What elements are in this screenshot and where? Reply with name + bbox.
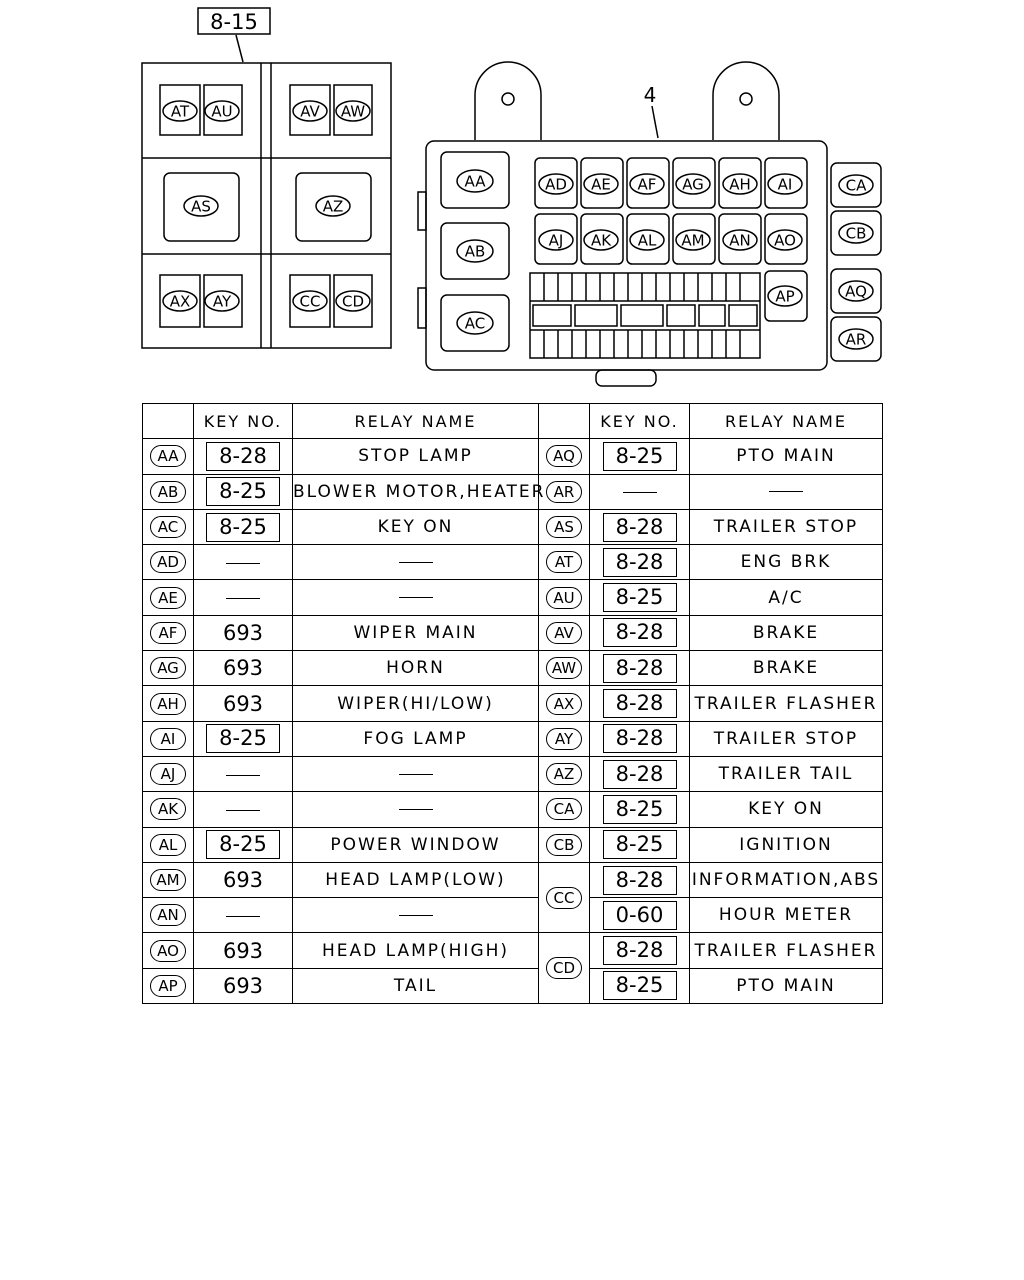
key-no-cell [590,968,690,1003]
key-no-cell [590,827,690,862]
relay-id-oval: CB [546,834,582,856]
table-row [143,509,883,544]
relay-id-oval: AN [150,904,186,926]
relay-id-cell [143,474,194,509]
key-no-cell [590,580,690,615]
relay-id-oval: AK [150,798,186,820]
relay-label-ak: AK [590,231,612,250]
header-key-left: KEY NO. [194,404,293,439]
relay-id-oval: AD [150,551,186,573]
relay-name-cell: IGNITION [690,827,883,862]
key-no-box: 8-25 [206,830,280,859]
table-row [143,580,883,615]
key-no-cell: 693 [194,862,293,897]
table-row [143,651,883,686]
relay-label-ad: AD [545,175,567,194]
relay-id-oval: AV [546,622,582,644]
header-id-right [539,404,590,439]
key-no-cell: 693 [194,933,293,968]
relay-name-cell: ENG BRK [690,545,883,580]
relay-id-cell [539,756,590,791]
key-no-box: 8-28 [603,513,677,542]
key-no-box: 8-28 [603,760,677,789]
relay-name-cell: BLOWER MOTOR,HEATER [293,474,539,509]
key-no-box: 8-25 [206,724,280,753]
header-id-left [143,404,194,439]
relay-label-ah: AH [729,175,751,194]
key-no-cell [590,898,690,933]
table-row [143,756,883,791]
key-no-cell [194,439,293,474]
key-no-box: 8-28 [206,442,280,471]
key-no-box: 8-28 [603,866,677,895]
key-no-box: 8-28 [603,618,677,647]
relay-id-cell [143,968,194,1003]
relay-label-ay: AY [212,292,232,311]
key-no-cell [590,721,690,756]
relay-name-cell [293,756,539,791]
relay-layout-diagram [0,0,1024,400]
relay-label-am: AM [681,231,705,250]
key-no-box: 8-25 [603,583,677,612]
table-row [143,474,883,509]
relay-id-oval: AJ [150,763,186,785]
key-no-cell [194,792,293,827]
relay-id-cell [539,862,590,933]
relay-label-ap: AP [775,287,795,306]
relay-table [142,403,883,1004]
relay-id-oval: AS [546,516,582,538]
relay-name-cell: KEY ON [690,792,883,827]
key-no-cell [590,615,690,650]
key-no-cell: 693 [194,651,293,686]
relay-id-cell [143,721,194,756]
relay-label-aj: AJ [548,231,564,250]
key-no-cell [590,509,690,544]
table-row [143,862,883,897]
relay-id-cell [539,933,590,1004]
relay-name-cell: TRAILER STOP [690,509,883,544]
relay-label-ar: AR [845,330,867,349]
ref-box-label: 8-15 [210,10,258,34]
relay-label-cb: CB [845,224,867,243]
key-no-box: 8-25 [603,971,677,1000]
relay-id-cell [143,509,194,544]
relay-label-ac: AC [464,314,486,333]
key-no-cell [194,721,293,756]
relay-id-oval: AQ [546,445,582,467]
relay-name-cell: WIPER(HI/LOW) [293,686,539,721]
key-no-box: 8-28 [603,724,677,753]
key-no-cell [590,862,690,897]
table-row [143,827,883,862]
table-row [143,898,883,933]
key-no-box: 8-25 [603,795,677,824]
relay-id-cell [143,756,194,791]
relay-label-au: AU [211,102,233,121]
table-row [143,545,883,580]
key-no-cell [590,686,690,721]
relay-label-al: AL [637,231,657,250]
key-no-cell [194,898,293,933]
relay-name-cell: BRAKE [690,651,883,686]
relay-name-cell: BRAKE [690,615,883,650]
key-no-cell [590,792,690,827]
relay-label-ae: AE [591,175,611,194]
relay-name-cell: TRAILER STOP [690,721,883,756]
relay-name-cell: PTO MAIN [690,968,883,1003]
relay-id-cell [539,827,590,862]
relay-name-cell: POWER WINDOW [293,827,539,862]
key-no-box: 0-60 [603,901,677,930]
relay-id-oval: CD [546,957,582,979]
key-no-cell [194,827,293,862]
table-row [143,686,883,721]
relay-id-oval: AA [150,445,186,467]
relay-name-cell: KEY ON [293,509,539,544]
relay-label-ax: AX [169,292,191,311]
dash-mark [226,775,260,776]
relay-label-at: AT [170,102,190,121]
key-no-box: 8-25 [603,442,677,471]
relay-id-oval: AI [150,728,186,750]
relay-id-oval: AG [150,657,186,679]
relay-id-oval: AL [150,834,186,856]
relay-label-af: AF [637,175,657,194]
relay-id-cell [539,651,590,686]
relay-id-cell [539,545,590,580]
key-no-cell [590,545,690,580]
header-name-left: RELAY NAME [293,404,539,439]
relay-id-oval: AC [150,516,186,538]
relay-id-cell [143,545,194,580]
table-row [143,792,883,827]
key-no-cell [194,545,293,580]
relay-name-cell [293,580,539,615]
relay-id-cell [143,439,194,474]
dash-mark [623,492,657,493]
relay-label-ao: AO [774,231,796,250]
relay-id-cell [539,792,590,827]
relay-label-ai: AI [777,175,793,194]
key-no-cell [590,651,690,686]
relay-id-oval: AM [150,869,186,891]
relay-id-cell [539,615,590,650]
relay-id-cell [539,721,590,756]
table-row [143,933,883,968]
relay-id-oval: AT [546,551,582,573]
key-no-cell [590,439,690,474]
key-no-cell [194,756,293,791]
relay-id-oval: AO [150,940,186,962]
table-header-row [143,404,883,439]
key-no-cell [194,509,293,544]
relay-name-cell [293,545,539,580]
key-no-box: 8-28 [603,548,677,577]
relay-name-cell: TRAILER FLASHER [690,686,883,721]
relay-name-cell: HOUR METER [690,898,883,933]
relay-id-oval: AE [150,587,186,609]
relay-label-aw: AW [340,102,366,121]
key-no-cell [194,580,293,615]
relay-label-cd: CD [341,292,365,311]
relay-id-cell [143,862,194,897]
relay-label-ag: AG [682,175,704,194]
relay-id-oval: AX [546,693,582,715]
relay-label-an: AN [729,231,751,250]
relay-name-cell: TRAILER FLASHER [690,933,883,968]
relay-name-cell [690,474,883,509]
key-no-cell [590,933,690,968]
relay-name-cell: HEAD LAMP(LOW) [293,862,539,897]
relay-label-ab: AB [464,242,486,261]
relay-name-cell: TRAILER TAIL [690,756,883,791]
relay-id-cell [539,439,590,474]
relay-name-cell: STOP LAMP [293,439,539,474]
key-no-box: 8-28 [603,689,677,718]
relay-name-cell: HEAD LAMP(HIGH) [293,933,539,968]
relay-name-cell [293,792,539,827]
relay-id-cell [143,898,194,933]
relay-id-oval: CA [546,798,582,820]
fuse-box-number: 4 [643,83,657,107]
relay-label-as: AS [191,197,211,216]
dash-mark [226,598,260,599]
relay-label-aa: AA [464,172,486,191]
key-no-cell [590,474,690,509]
relay-id-oval: AP [150,975,186,997]
relay-id-cell [539,474,590,509]
table-row [143,968,883,1003]
key-no-cell [590,756,690,791]
relay-id-oval: AY [546,728,582,750]
key-no-box: 8-25 [206,513,280,542]
key-no-box: 8-25 [603,830,677,859]
header-name-right: RELAY NAME [690,404,883,439]
table-row [143,439,883,474]
relay-id-cell [143,686,194,721]
table-row [143,721,883,756]
relay-id-cell [539,686,590,721]
relay-name-cell: INFORMATION,ABS [690,862,883,897]
relay-id-cell [539,509,590,544]
relay-id-cell [143,615,194,650]
relay-id-oval: AZ [546,763,582,785]
dash-mark [226,916,260,917]
dash-mark [399,562,433,563]
relay-id-oval: AW [546,657,582,679]
key-no-cell: 693 [194,615,293,650]
relay-label-av: AV [300,102,320,121]
key-no-box: 8-28 [603,936,677,965]
dash-mark [399,915,433,916]
relay-name-cell: PTO MAIN [690,439,883,474]
relay-id-oval: AU [546,587,582,609]
relay-id-cell [143,792,194,827]
dash-mark [399,774,433,775]
key-no-cell: 693 [194,968,293,1003]
relay-id-oval: AH [150,693,186,715]
relay-name-cell: WIPER MAIN [293,615,539,650]
relay-name-cell: HORN [293,651,539,686]
relay-id-oval: AR [546,481,582,503]
key-no-cell: 693 [194,686,293,721]
relay-position-labels [163,101,873,349]
relay-label-cc: CC [299,292,321,311]
header-key-right: KEY NO. [590,404,690,439]
dash-mark [399,597,433,598]
relay-label-aq: AQ [845,282,867,301]
relay-name-cell: FOG LAMP [293,721,539,756]
relay-name-cell: A/C [690,580,883,615]
key-no-box: 8-28 [603,654,677,683]
relay-id-oval: CC [546,887,582,909]
relay-id-cell [143,651,194,686]
relay-label-ca: CA [845,176,867,195]
dash-mark [226,563,260,564]
dash-mark [399,809,433,810]
relay-label-az: AZ [322,197,344,216]
relay-name-cell [293,898,539,933]
relay-id-cell [143,933,194,968]
dash-mark [226,810,260,811]
dash-mark [769,491,803,492]
relay-id-cell [143,580,194,615]
table-row [143,615,883,650]
relay-id-cell [539,580,590,615]
relay-id-oval: AF [150,622,186,644]
relay-id-cell [143,827,194,862]
relay-name-cell: TAIL [293,968,539,1003]
relay-id-oval: AB [150,481,186,503]
key-no-cell [194,474,293,509]
key-no-box: 8-25 [206,477,280,506]
